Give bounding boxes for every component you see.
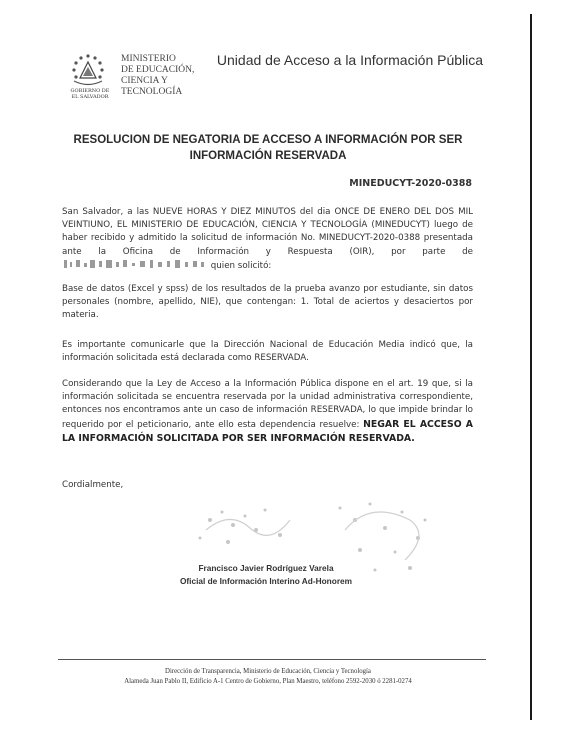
footer: [58, 667, 478, 687]
footer-line: Alameda Juan Pablo II, Edificio A-1 Centro de Gobierno, Plan Maestro, teléfono 2592-2030 ó 2281-0274: [124, 678, 412, 685]
intro-text-end: quien solicitó:: [210, 260, 272, 271]
seal-caption: [60, 88, 120, 100]
ministry-line: DE EDUCACIÓN,: [121, 65, 195, 75]
page-edge-rule: [530, 14, 532, 720]
resolution-text: Considerando que la Ley de Acceso a la Información Pública dispone en el art. 19 que, si la información solicitada se encuentra reservada por la unidad administrativa correspondiente, entonces nos encontramos ante un caso de información RESERVADA, lo que impide brindar lo requerido por el peticionario, ante ello esta dependencia resuelve:: [62, 379, 473, 430]
signer-role: Oficial de Información Interino Ad-Honorem: [179, 576, 353, 586]
paragraph-notice: Es importante comunicarle que la Dirección Nacional de Educación Media indicó que, la información solicitada está declarada como RESERVADA.: [62, 340, 473, 364]
signer-block: [136, 562, 396, 588]
reference-number: MINEDUCYT-2020-0388: [349, 178, 472, 189]
paragraph-request: Base de datos (Excel y spss) de los resultados de la prueba avanzo por estudiante, sin datos personales (nombre, apellido, NIE), que contengan: 1. Total de aciertos y desaciertos por materia.: [62, 284, 473, 321]
footer-divider: [58, 659, 486, 660]
ministry-line: MINISTERIO: [121, 54, 176, 64]
ministry-line: TECNOLOGÍA: [121, 87, 183, 97]
footer-line: Dirección de Transparencia, Ministerio de Educación, Ciencia y Tecnología: [165, 668, 371, 675]
ministry-line: CIENCIA Y: [121, 76, 168, 86]
paragraph-intro: [62, 206, 473, 273]
unit-title: Unidad de Acceso a la Información Pública: [216, 52, 484, 68]
resolution-title: RESOLUCION DE NEGATORIA DE ACCESO A INFORMACIÓN POR SER INFORMACIÓN RESERVADA: [73, 134, 463, 162]
seal-caption-line: EL SALVADOR: [71, 94, 109, 100]
intro-text: San Salvador, a las NUEVE HORAS Y DIEZ MINUTOS del dia ONCE DE ENERO DEL DOS MIL VEINTIUNO, EL MINISTERIO DE EDUCACIÓN, CIENCIA Y TECNOLOGÍA (MINEDUCYT) luego de haber recibido y admitido la solicitud de información No. MINEDUCYT-2020-0388 presentada ante la Oficina de Información y Respuesta (OIR), por parte de: [62, 207, 473, 257]
paragraph-resolution: [62, 378, 473, 446]
redacted-name-icon: [62, 259, 208, 269]
resolution-decision: NEGAR EL ACCESO A LA INFORMACIÓN SOLICITADA POR SER INFORMACIÓN RESERVADA.: [62, 418, 473, 444]
signer-name: Francisco Javier Rodríguez Varela: [198, 563, 334, 573]
ministry-name: [121, 54, 194, 98]
closing-salutation: Cordialmente,: [62, 480, 124, 490]
seal-caption-line: GOBIERNO DE: [70, 88, 110, 94]
